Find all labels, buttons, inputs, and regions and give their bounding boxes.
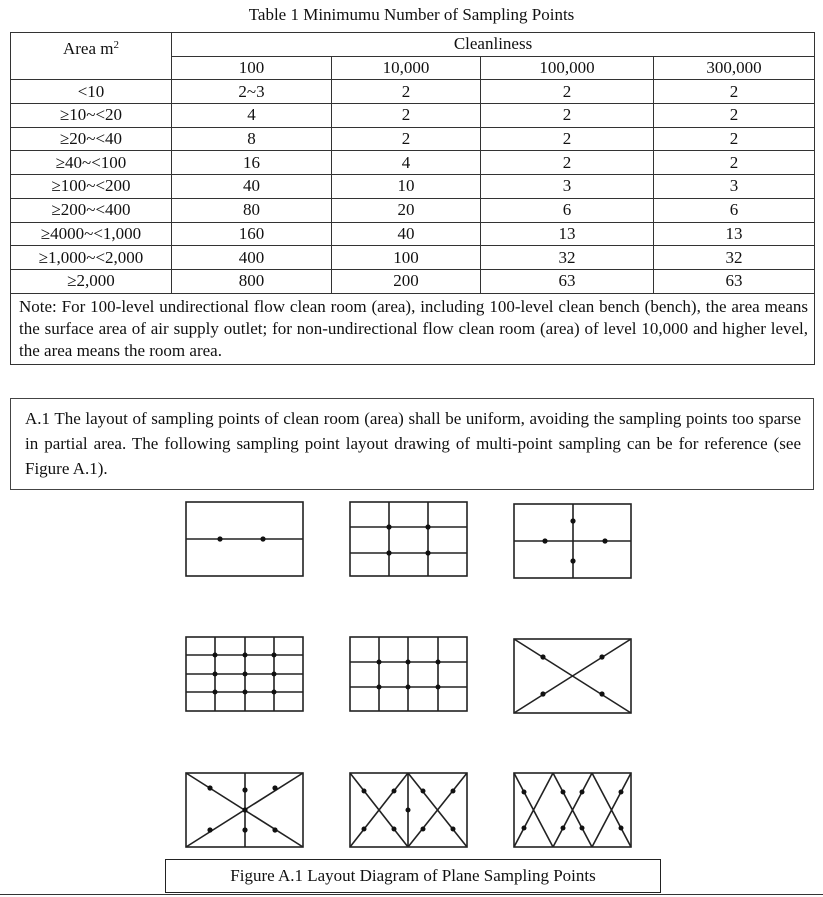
- area-cell: ≥10~<20: [11, 104, 172, 128]
- table-row: [11, 269, 815, 293]
- table-cell: 2~3: [172, 80, 332, 104]
- layout-diagram-9: [514, 773, 631, 847]
- table-cell: 63: [654, 269, 815, 293]
- area-cell: ≥40~<100: [11, 151, 172, 175]
- layout-diagram-3: [514, 504, 631, 578]
- layout-diagram-6: [514, 639, 631, 713]
- table-cell: 6: [481, 198, 654, 222]
- table-cell: 2: [481, 104, 654, 128]
- table-cell: 400: [172, 246, 332, 270]
- table-cell: 2: [332, 127, 481, 151]
- table-cell: 4: [172, 104, 332, 128]
- table-cell: 40: [172, 175, 332, 199]
- cleanliness-header: Cleanliness: [172, 33, 815, 57]
- layout-diagram-5: [350, 637, 467, 711]
- table-row: [11, 246, 815, 270]
- table-row: [11, 151, 815, 175]
- layout-diagram-2: [350, 502, 467, 576]
- layout-diagram-4: [186, 637, 303, 711]
- table-cell: 63: [481, 269, 654, 293]
- table-cell: 2: [481, 127, 654, 151]
- column-header: 300,000: [654, 56, 815, 80]
- column-header: 100: [172, 56, 332, 80]
- area-cell: ≥200~<400: [11, 198, 172, 222]
- area-cell: ≥20~<40: [11, 127, 172, 151]
- table-cell: 2: [654, 151, 815, 175]
- area-cell: <10: [11, 80, 172, 104]
- column-header: 100,000: [481, 56, 654, 80]
- area-cell: ≥4000~<1,000: [11, 222, 172, 246]
- table-cell: 40: [332, 222, 481, 246]
- table-cell: 80: [172, 198, 332, 222]
- layout-diagram-1: [186, 502, 303, 576]
- area-cell: ≥2,000: [11, 269, 172, 293]
- table-cell: 2: [332, 104, 481, 128]
- table-cell: 32: [481, 246, 654, 270]
- table-cell: 800: [172, 269, 332, 293]
- table-cell: 6: [654, 198, 815, 222]
- table-cell: 2: [332, 80, 481, 104]
- sampling-layout-figure: [0, 495, 823, 860]
- layout-diagram-7: [186, 773, 303, 847]
- table-cell: 3: [654, 175, 815, 199]
- table-cell: 160: [172, 222, 332, 246]
- table-cell: 16: [172, 151, 332, 175]
- table-cell: 13: [481, 222, 654, 246]
- table-cell: 2: [654, 104, 815, 128]
- table-cell: 2: [654, 80, 815, 104]
- section-a1-paragraph: A.1 The layout of sampling points of clean room (area) shall be uniform, avoiding the sampling points too sparse in partial area. The following sampling point layout drawing of multi-point sampling can be for reference (see Figure A.1).: [10, 398, 814, 490]
- column-header: 10,000: [332, 56, 481, 80]
- table-cell: 2: [481, 151, 654, 175]
- table-row: [11, 80, 815, 104]
- table-cell: 2: [481, 80, 654, 104]
- sampling-points-table: [10, 32, 815, 365]
- layout-diagram-8: [350, 773, 467, 847]
- table-cell: 20: [332, 198, 481, 222]
- area-cell: ≥100~<200: [11, 175, 172, 199]
- table-row: [11, 198, 815, 222]
- table-cell: 4: [332, 151, 481, 175]
- page-bottom-rule: [0, 894, 823, 895]
- table-title: Table 1 Minimumu Number of Sampling Points: [248, 5, 575, 24]
- table-row: [11, 127, 815, 151]
- area-header: Area $m^2$: [11, 33, 172, 80]
- table-cell: 32: [654, 246, 815, 270]
- figure-caption: Figure A.1 Layout Diagram of Plane Sampling Points: [165, 859, 661, 893]
- table-cell: 200: [332, 269, 481, 293]
- table-row: [11, 175, 815, 199]
- table-cell: 13: [654, 222, 815, 246]
- table-cell: 10: [332, 175, 481, 199]
- table-note: Note: For 100-level undirectional flow clean room (area), including 100-level clean bench (bench), the area means the surface area of air supply outlet; for non-undirectional flow clean room (area) of level 10,000 and higher level, the area means the room area.: [11, 293, 815, 364]
- table-row: [11, 104, 815, 128]
- table-cell: 100: [332, 246, 481, 270]
- area-cell: ≥1,000~<2,000: [11, 246, 172, 270]
- table-cell: 8: [172, 127, 332, 151]
- table-cell: 2: [654, 127, 815, 151]
- table-cell: 3: [481, 175, 654, 199]
- table-row: [11, 222, 815, 246]
